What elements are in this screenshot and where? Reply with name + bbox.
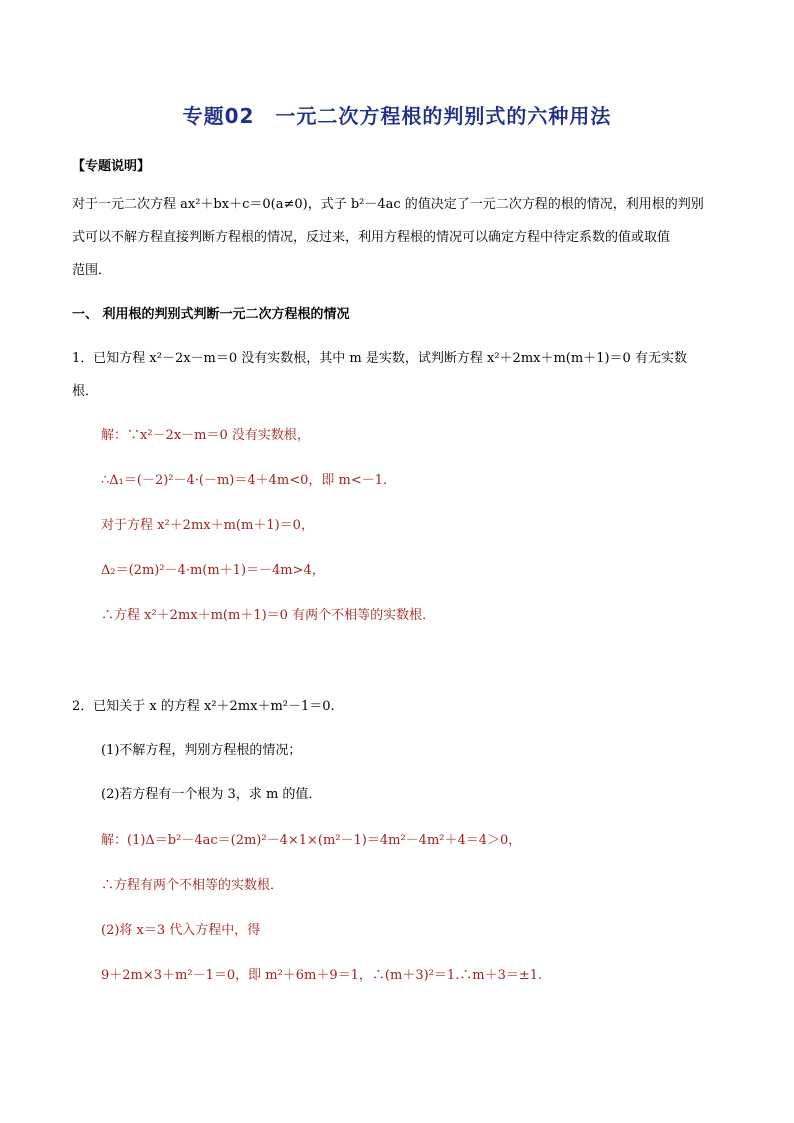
q1-solution-line-3: 对于方程 x²＋2mx＋m(m＋1)＝0， <box>101 518 314 533</box>
q2-solution-line-2: ∴方程有两个不相等的实数根． <box>101 878 284 893</box>
intro-heading: 【专题说明】 <box>72 159 151 174</box>
q1-stem-line-1: 1．已知方程 x²－2x－m＝0 没有实数根，其中 m 是实数，试判断方程 x²＋2mx＋m(m＋1)＝0 有无实数 <box>72 351 687 366</box>
q1-solution-line-1: 解：∵x²－2x－m＝0 没有实数根， <box>101 428 310 443</box>
intro-line-3: 范围． <box>72 263 112 278</box>
q2-stem: 2．已知关于 x 的方程 x²＋2mx＋m²－1＝0. <box>72 699 335 714</box>
intro-line-2: 式可以不解方程直接判断方程根的情况，反过来，利用方程根的情况可以确定方程中待定系数的值或取值 <box>72 230 671 245</box>
q2-part-2: (2)若方程有一个根为 3，求 m 的值． <box>101 787 322 802</box>
q2-solution-line-3: (2)将 x＝3 代入方程中，得 <box>101 923 261 938</box>
section-heading: 一、 利用根的判别式判断一元二次方程根的情况 <box>72 307 350 322</box>
q2-solution-line-4: 9＋2m×3＋m²－1＝0，即 m²＋6m＋9＝1，∴(m＋3)²＝1.∴m＋3＝±1. <box>101 968 543 983</box>
q1-stem-line-2: 根． <box>72 384 99 399</box>
page-title: 专题02 一元二次方程根的判别式的六种用法 <box>182 104 612 128</box>
q1-solution-line-2: ∴Δ₁＝(－2)²－4·(－m)＝4＋4m<0，即 m<－1. <box>101 473 388 488</box>
q2-part-1: (1)不解方程，判别方程根的情况； <box>101 743 302 758</box>
intro-line-1: 对于一元二次方程 ax²＋bx＋c＝0(a≠0)，式子 b²－4ac 的值决定了一元二次方程的根的情况，利用根的判别 <box>72 197 704 212</box>
q1-solution-line-5: ∴方程 x²＋2mx＋m(m＋1)＝0 有两个不相等的实数根． <box>101 608 436 623</box>
q1-solution-line-4: Δ₂＝(2m)²－4·m(m＋1)＝－4m>4， <box>101 563 325 578</box>
q2-solution-line-1: 解：(1)Δ＝b²－4ac＝(2m)²－4×1×(m²－1)＝4m²－4m²＋4＝4＞0， <box>101 833 522 848</box>
